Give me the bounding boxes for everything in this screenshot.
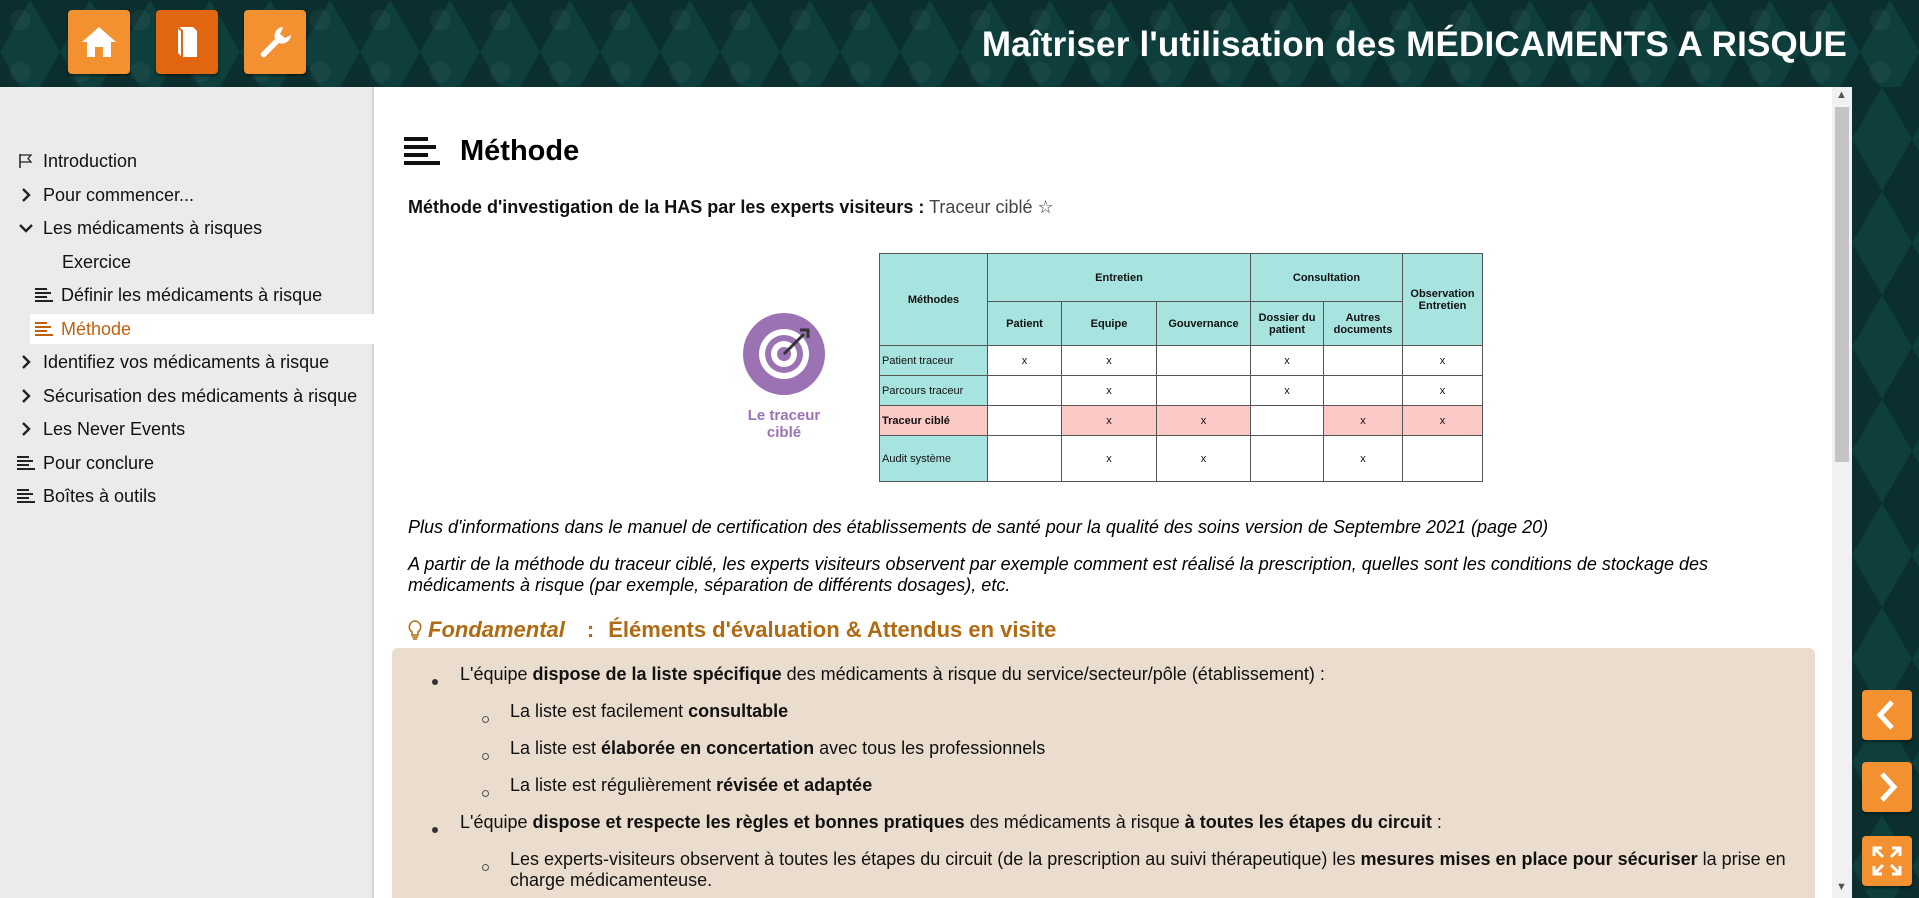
table-cell: x [1324, 406, 1403, 436]
header-dossier: Dossier du patient [1251, 302, 1324, 346]
fullscreen-button[interactable] [1862, 836, 1912, 886]
table-cell: x [1251, 376, 1324, 406]
table-row [880, 376, 1483, 406]
flag-icon [14, 153, 38, 169]
lines-icon [14, 456, 38, 470]
table-row-highlighted [880, 406, 1483, 436]
text: avec tous les professionnels [814, 738, 1046, 758]
next-button[interactable] [1862, 762, 1912, 812]
row-label: Traceur ciblé [880, 406, 988, 436]
scroll-up-icon[interactable]: ▲ [1836, 89, 1847, 101]
list-item [460, 812, 1442, 833]
sidebar-item-medicaments-risques[interactable] [14, 213, 262, 243]
sidebar-item-boites-outils[interactable] [14, 481, 156, 511]
table-cell: x [988, 346, 1062, 376]
logo-caption-line2: ciblé [766, 424, 802, 441]
header-autres: Autres documents [1324, 302, 1403, 346]
table-cell: x [1403, 346, 1483, 376]
row-label: Parcours traceur [880, 376, 988, 406]
sidebar-item-label: Les médicaments à risques [43, 217, 263, 238]
table-cell: x [1062, 406, 1157, 436]
method-subheading [408, 197, 1054, 218]
text-bold: consultable [688, 701, 789, 721]
method-paragraph: A partir de la méthode du traceur ciblé, les experts visiteurs observent par exemple comment est réalisé la prescription, quelles sont les conditions de stockage des médicaments à risque (par exemple, séparation de différents dosages), etc. [408, 554, 1708, 595]
sidebar-item-never-events[interactable] [14, 414, 185, 444]
methods-table [879, 253, 1483, 482]
logo-caption [736, 407, 832, 441]
text: La liste est régulièrement [510, 775, 717, 795]
sidebar-item-label: Identifiez vos médicaments à risque [43, 351, 330, 372]
fundamental-box [392, 648, 1815, 898]
row-label: Audit système [880, 436, 988, 482]
app-title: Maîtriser l'utilisation des MÉDICAMENTS A RISQUE [981, 25, 1847, 64]
table-cell [988, 376, 1062, 406]
previous-button[interactable] [1862, 690, 1912, 740]
sidebar-item-label: Sécurisation des médicaments à risque [43, 385, 358, 406]
table-cell: x [1062, 376, 1157, 406]
sidebar-item-definir[interactable] [32, 280, 322, 310]
chevron-right-icon [14, 187, 38, 203]
sidebar-item-identifiez[interactable] [14, 347, 329, 377]
table-cell [1157, 346, 1251, 376]
circle-bullet-icon [482, 716, 489, 723]
table-cell: x [1157, 406, 1251, 436]
sidebar-item-securisation[interactable] [14, 381, 357, 411]
table-cell: x [1251, 346, 1324, 376]
text-bold: révisée et adaptée [716, 775, 873, 795]
text-bold: à toutes les étapes du circuit [1184, 812, 1432, 832]
sidebar-item-introduction[interactable] [14, 146, 137, 176]
home-icon [79, 22, 119, 62]
sidebar-item-methode[interactable] [30, 314, 374, 344]
scroll-down-icon[interactable]: ▼ [1836, 881, 1847, 893]
circle-bullet-icon [482, 790, 489, 797]
text: la prise en charge médicamenteuse. [510, 849, 1786, 890]
list-item [510, 701, 788, 722]
text-bold: mesures mises en place pour sécuriser [1360, 849, 1698, 869]
row-label: Patient traceur [880, 346, 988, 376]
table-cell [1324, 346, 1403, 376]
sidebar-nav [0, 87, 374, 898]
list-item [510, 738, 1045, 759]
text: La liste est facilement [510, 701, 689, 721]
lines-icon [32, 288, 56, 302]
header-bar [0, 0, 1919, 87]
sidebar-item-label: Boîtes à outils [43, 485, 157, 506]
table-cell [988, 406, 1062, 436]
table-cell [1157, 376, 1251, 406]
text: Les experts-visiteurs observent à toutes les étapes du circuit (de la prescription au suivi thérapeutique) les [510, 849, 1361, 869]
text: des médicaments à risque du service/secteur/pôle (établissement) : [781, 664, 1325, 684]
text: La liste est [510, 738, 602, 758]
traceur-cible-logo [736, 312, 832, 440]
text-bold: élaborée en concertation [601, 738, 815, 758]
table-cell: x [1157, 436, 1251, 482]
chevron-right-icon [1872, 770, 1902, 804]
chevron-down-icon [14, 221, 38, 235]
circle-bullet-icon [482, 864, 489, 871]
subhead-light: Traceur ciblé [929, 197, 1033, 217]
table-row [880, 346, 1483, 376]
chevron-right-icon [14, 354, 38, 370]
header-observation: Observation Entretien [1403, 254, 1483, 346]
list-item [460, 664, 1325, 685]
list-item [510, 849, 1800, 891]
table-cell: x [1403, 406, 1483, 436]
book-icon [167, 22, 207, 62]
chevron-left-icon [1872, 698, 1902, 732]
lines-icon [32, 322, 56, 336]
sidebar-item-label: Définir les médicaments à risque [61, 284, 323, 305]
fundamental-label: Fondamental [428, 617, 565, 642]
target-icon [742, 312, 826, 396]
info-paragraph: Plus d'informations dans le manuel de certification des établissements de santé pour la qualité des soins version de Septembre 2021 (page 20) [408, 517, 1549, 537]
table-cell: x [1403, 376, 1483, 406]
star-icon: ☆ [1037, 197, 1054, 217]
table-header-row [880, 254, 1483, 302]
lines-icon [404, 137, 440, 167]
list-item [510, 775, 872, 796]
lightbulb-icon [408, 620, 422, 640]
table-cell [1403, 436, 1483, 482]
text: L'équipe [460, 812, 533, 832]
table-cell [1251, 406, 1324, 436]
sidebar-item-exercice[interactable] [62, 247, 131, 277]
fundamental-colon: : [586, 617, 595, 642]
table-cell [1251, 436, 1324, 482]
table-cell: x [1062, 436, 1157, 482]
sidebar-item-pour-commencer[interactable] [14, 180, 194, 210]
table-cell: x [1062, 346, 1157, 376]
header-entretien: Entretien [988, 254, 1251, 302]
lines-icon [14, 489, 38, 503]
text: des médicaments à risque [964, 812, 1185, 832]
table-cell [988, 436, 1062, 482]
page-title [404, 135, 579, 168]
chevron-right-icon [14, 388, 38, 404]
chevron-right-icon [14, 421, 38, 437]
subhead-bold: Méthode d'investigation de la HAS par les experts visiteurs : [408, 197, 925, 217]
expand-icon [1870, 844, 1904, 878]
bullet-icon [432, 679, 438, 685]
sidebar-item-label: Exercice [62, 251, 132, 272]
sidebar-item-pour-conclure[interactable] [14, 448, 154, 478]
sidebar-item-label: Les Never Events [43, 418, 186, 439]
header-gouvernance: Gouvernance [1157, 302, 1251, 346]
fundamental-heading [408, 617, 1056, 643]
text-bold: dispose de la liste spécifique [532, 664, 782, 684]
sidebar-item-label: Introduction [43, 150, 138, 171]
header-equipe: Equipe [1062, 302, 1157, 346]
text: : [1431, 812, 1442, 832]
table-row [880, 436, 1483, 482]
logo-caption-line1: Le traceur [747, 407, 821, 424]
scrollbar-thumb[interactable] [1835, 107, 1849, 462]
text-bold: dispose et respecte les règles et bonnes pratiques [532, 812, 965, 832]
text: L'équipe [460, 664, 533, 684]
sidebar-item-label: Pour commencer... [43, 184, 195, 205]
sidebar-item-label: Méthode [61, 318, 132, 339]
circle-bullet-icon [482, 753, 489, 760]
sidebar-item-label: Pour conclure [43, 452, 155, 473]
tools-button[interactable] [244, 10, 306, 74]
wrench-icon [255, 22, 295, 62]
header-consultation: Consultation [1251, 254, 1403, 302]
home-button[interactable] [68, 10, 130, 74]
main-scrollbar[interactable] [1832, 87, 1852, 898]
header-methodes: Méthodes [880, 254, 988, 346]
book-button[interactable] [156, 10, 218, 74]
fundamental-title: Éléments d'évaluation & Attendus en visite [608, 617, 1057, 642]
main-content [374, 87, 1832, 898]
bullet-icon [432, 827, 438, 833]
table-cell: x [1324, 436, 1403, 482]
table-cell [1324, 376, 1403, 406]
header-patient: Patient [988, 302, 1062, 346]
page-title-text: Méthode [460, 135, 580, 167]
